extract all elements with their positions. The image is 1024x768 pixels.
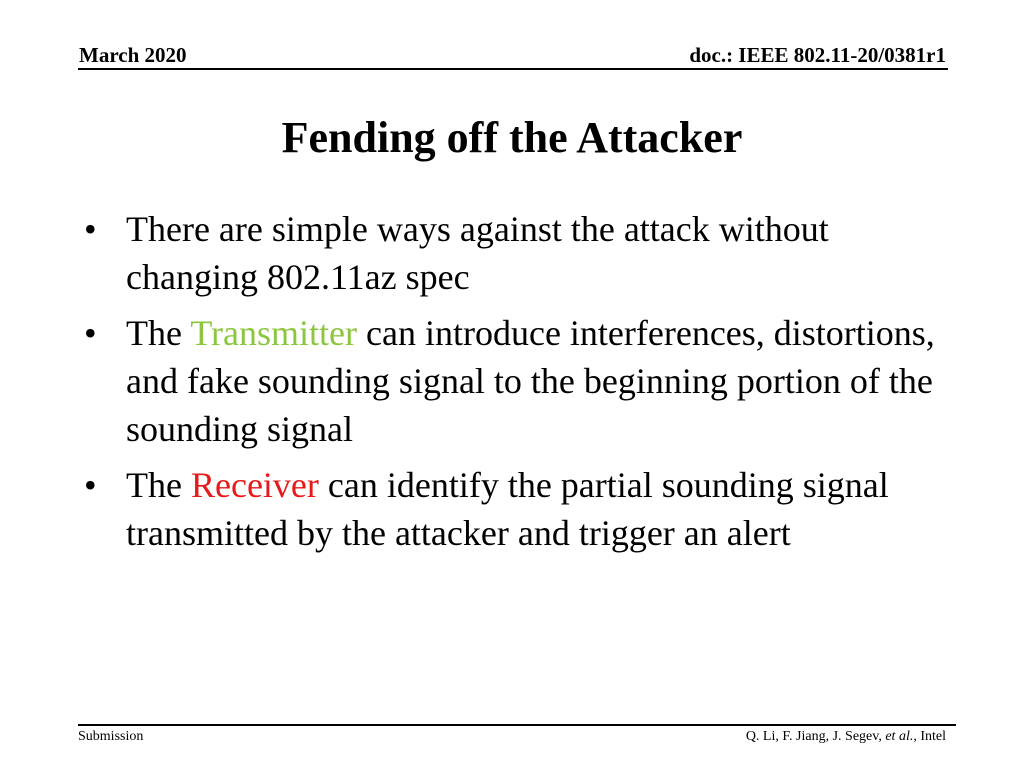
footer-divider [78,724,956,726]
bullet-list [84,205,944,565]
header-date: March 2020 [79,43,187,67]
footer-et-al: et al. [885,729,914,744]
bullet-marker: • [84,465,97,505]
bullet-prefix: The [126,465,191,505]
footer-submission: Submission [78,729,144,744]
footer-affiliation: , Intel [913,729,946,744]
header-doc-id: doc.: IEEE 802.11-20/0381r1 [689,43,946,67]
bullet-suffix: can introduce interferences, distortions, and fake sounding signal to the beginning portion of the sounding signal [126,313,935,449]
highlight-receiver: Receiver [190,465,319,505]
footer-authors-names: Q. Li, F. Jiang, J. Segev, [745,729,886,744]
slide-title: Fending off the Attacker [281,113,743,162]
bullet-marker: • [84,209,97,249]
bullet-marker: • [84,313,97,353]
bullet-item-1 [84,205,944,301]
header-divider [78,68,948,70]
footer-authors [746,728,946,746]
bullet-item-2 [84,309,944,453]
bullet-item-3 [84,461,944,557]
bullet-text: There are simple ways against the attack without changing 802.11az spec [126,209,829,297]
bullet-prefix: The [126,313,191,353]
highlight-transmitter: Transmitter [190,313,358,353]
bullet-suffix: can identify the partial sounding signal transmitted by the attacker and trigger an alert [126,465,889,553]
